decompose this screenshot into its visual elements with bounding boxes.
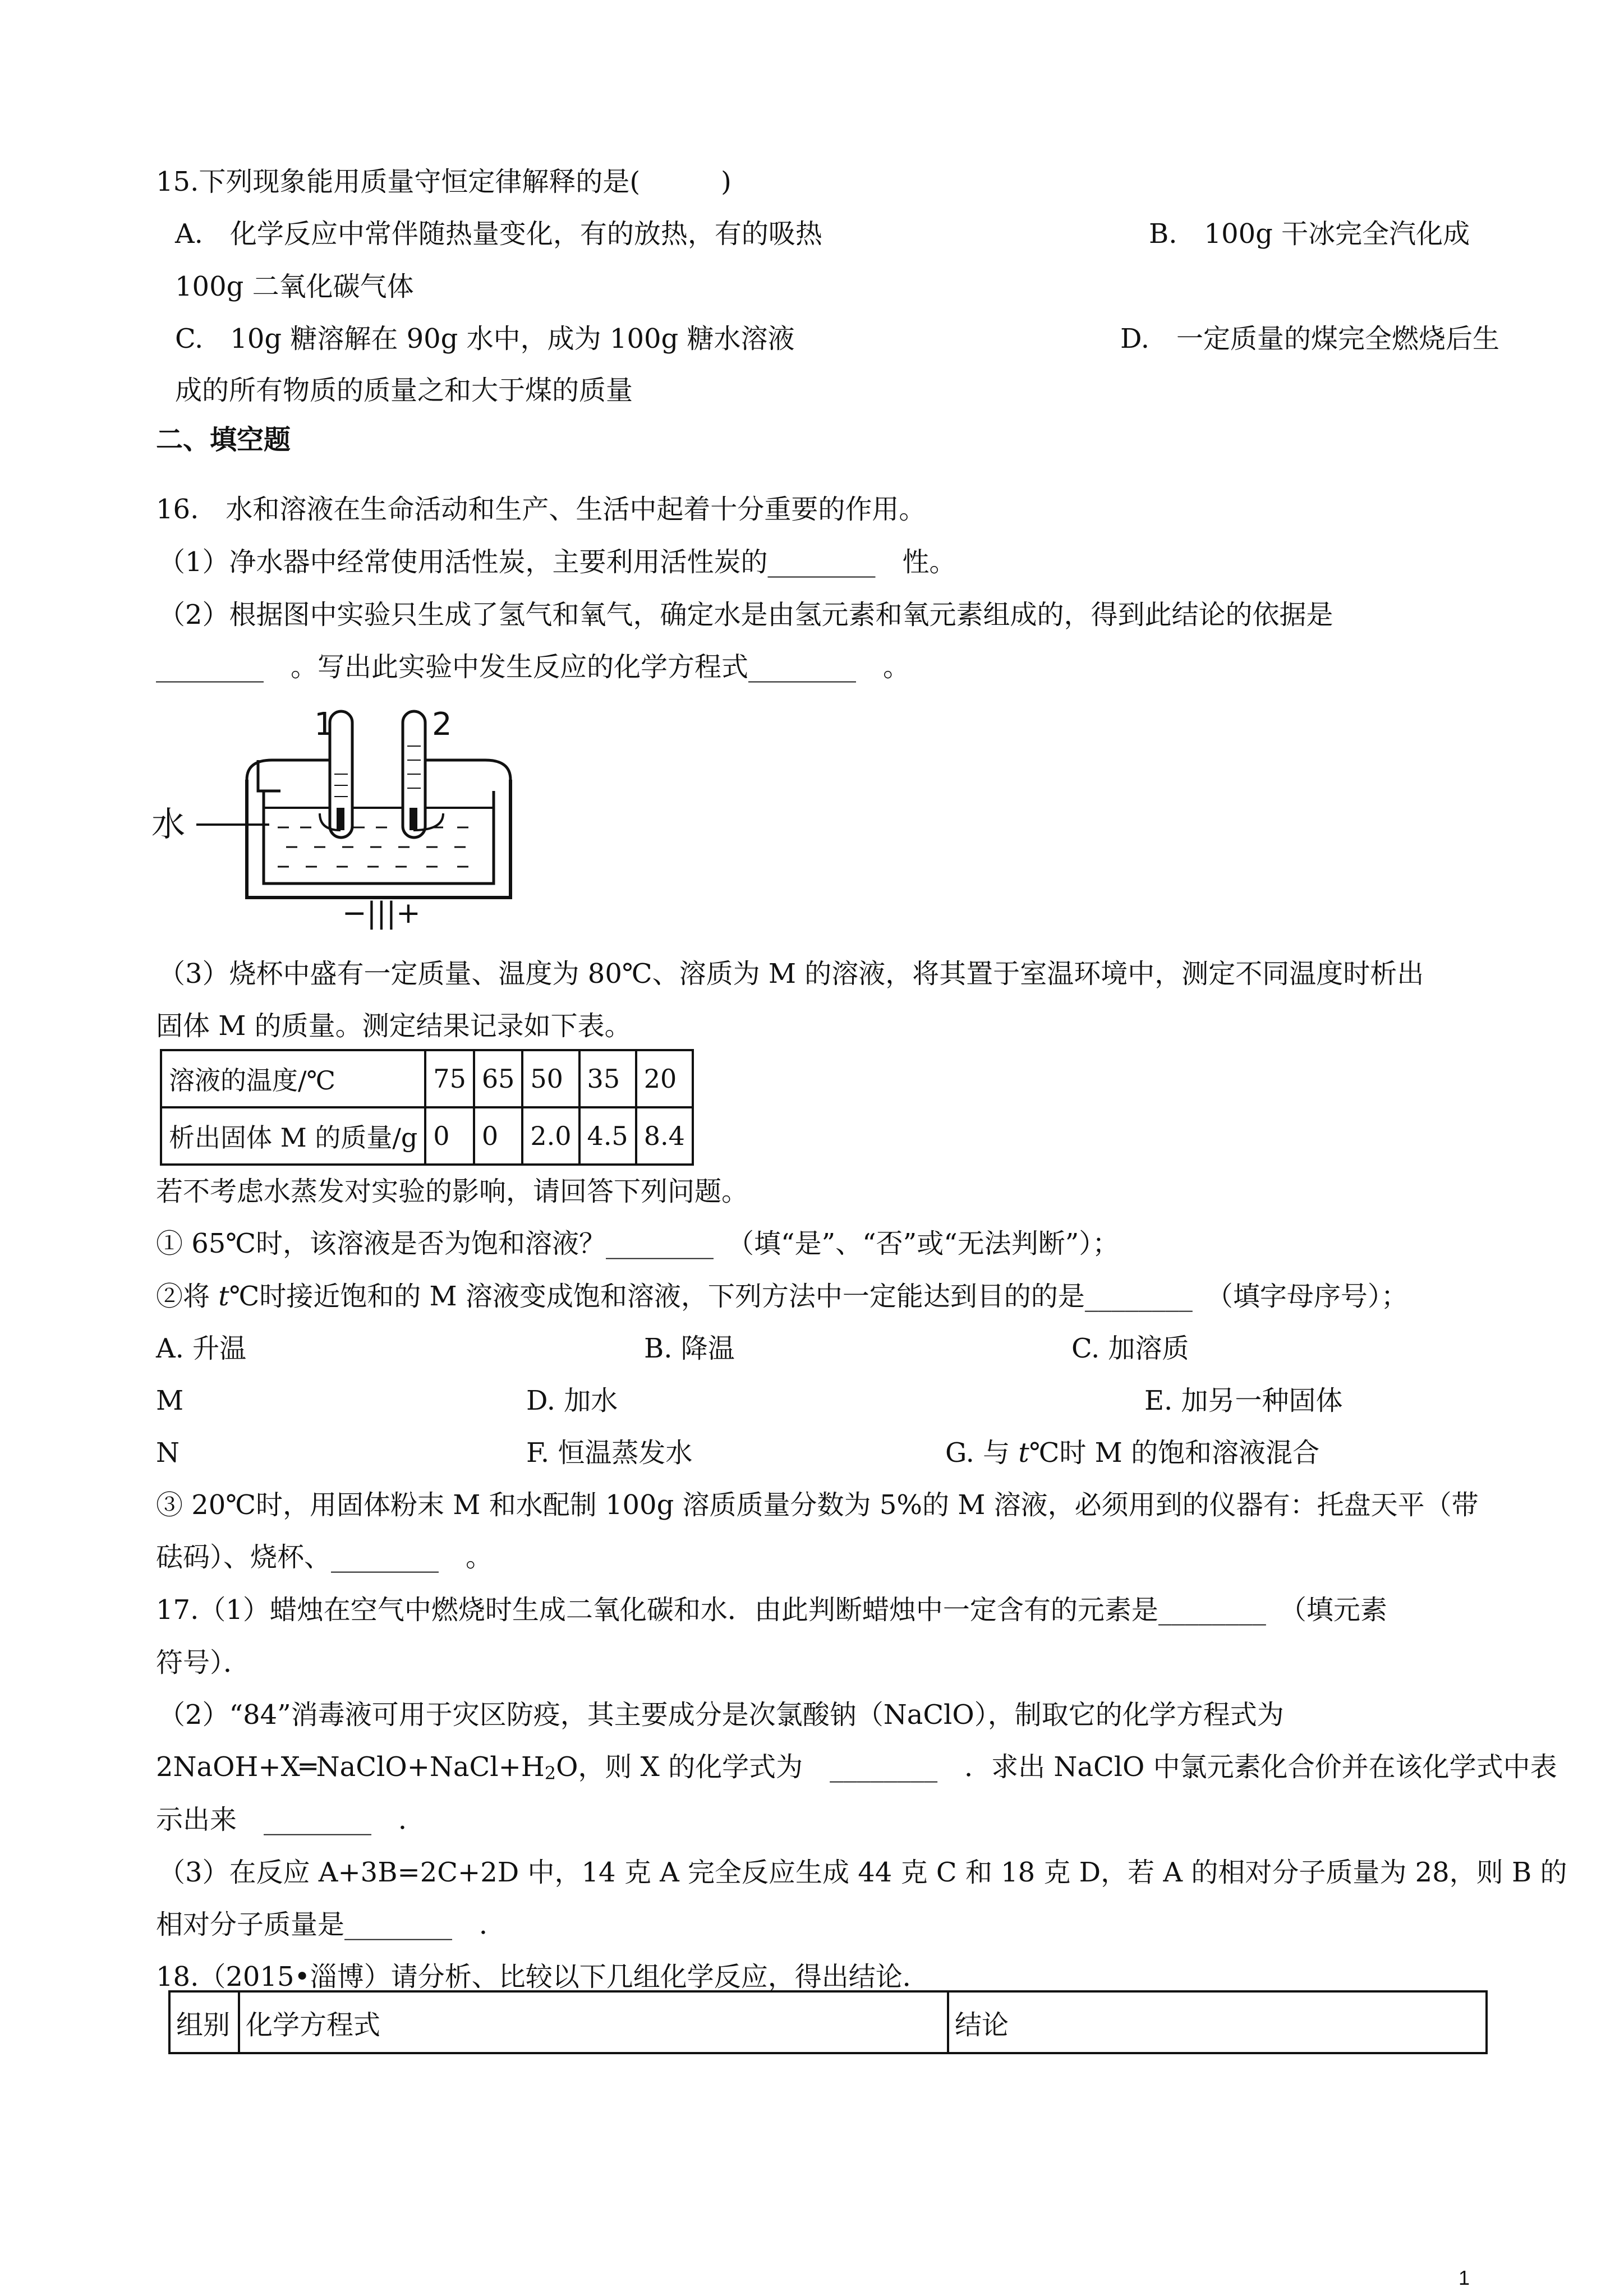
equation-prefix: 2NaOH+X═NaClO+NaCl+H [156, 1751, 545, 1783]
t-variable: t [1018, 1437, 1029, 1469]
q17-part3: （3）在反应 A+3B=2C+2D 中，14 克 A 完全反应生成 44 克 C 和 18 克 D，若 A 的相对分子质量为 28，则 B 的 [158, 1857, 1567, 1888]
q16-note: 若不考虑水蒸发对实验的影响，请回答下列问题。 [156, 1176, 749, 1207]
page-number: 1 [1459, 2266, 1470, 2289]
q16-stem: 16. 水和溶液在生命活动和生产、生活中起着十分重要的作用。 [156, 494, 926, 525]
q16-part2: （2）根据图中实验只生成了氢气和氧气，确定水是由氢元素和氧元素组成的，得到此结论的依据是 [158, 599, 1333, 631]
q17-part2-continued: 示出来 ________ ． [156, 1804, 426, 1835]
q16-part3-continued: 固体 M 的质量。测定结果记录如下表。 [156, 1010, 632, 1042]
option-f: F. 恒温蒸发水 [526, 1437, 693, 1469]
t-variable: t [218, 1281, 229, 1312]
table-cell: 35 [579, 1050, 636, 1107]
option-b: B. 降温 [644, 1333, 735, 1364]
q15-stem: 15.下列现象能用质量守恒定律解释的是( ) [156, 166, 732, 197]
table-cell: 0 [474, 1107, 523, 1165]
q16-s2-suffix: ℃时接近饱和的 M 溶液变成饱和溶液，下列方法中一定能达到目的的是________ （填字母序号）； [229, 1281, 1408, 1312]
table-cell: 75 [425, 1050, 474, 1107]
q16-part1: （1）净水器中经常使用活性炭，主要利用活性炭的________ 性。 [158, 546, 956, 578]
option-c: C. 加溶质 [1071, 1333, 1189, 1364]
table-cell: 65 [474, 1050, 523, 1107]
electrolysis-apparatus-figure [151, 696, 533, 937]
section-heading: 二、填空题 [156, 424, 291, 455]
option-d: D. 加水 [526, 1385, 618, 1416]
q16-subquestion-2 [156, 1283, 1408, 1310]
q16-subquestion-3: ③ 20℃时，用固体粉末 M 和水配制 100g 溶质质量分数为 5%的 M 溶液，必须用到的仪器有：托盘天平（带 [156, 1489, 1479, 1521]
q16-s2-prefix: ②将 [156, 1281, 219, 1312]
q17-part1: 17.（1）蜡烛在空气中燃烧时生成二氧化碳和水．由此判断蜡烛中一定含有的元素是________ （填元素 [156, 1594, 1387, 1626]
q15-option-b-continued: 100g 二氧化碳气体 [175, 271, 414, 302]
table-cell: 8.4 [636, 1107, 693, 1165]
header-equation: 化学方程式 [239, 1991, 948, 2053]
q17-part3-continued: 相对分子质量是________ ． [156, 1909, 507, 1940]
q15-option-d-continued: 成的所有物质的质量之和大于煤的质量 [175, 375, 633, 406]
q15-option-b: B. 100g 干冰完全汽化成 [1149, 218, 1470, 250]
q18-stem: 18.（2015•淄博）请分析、比较以下几组化学反应，得出结论． [156, 1961, 930, 1993]
tube-1-label: 1 [314, 706, 334, 743]
q16-part2-continued: ________ 。写出此实验中发生反应的化学方程式________ 。 [156, 651, 910, 683]
option-e: E. 加另一种固体 [1144, 1385, 1343, 1416]
table-row [161, 1050, 693, 1107]
header-group: 组别 [169, 1991, 239, 2053]
tube-2-label: 2 [432, 706, 452, 743]
table-cell: 2.0 [522, 1107, 579, 1165]
table-header-row [169, 1991, 1487, 2053]
subscript: 2 [544, 1763, 556, 1784]
option-c-continued: M [156, 1385, 184, 1416]
water-label: 水 [151, 805, 185, 844]
header-conclusion: 结论 [948, 1991, 1487, 2053]
option-g-suffix: ℃时 M 的饱和溶液混合 [1029, 1437, 1320, 1469]
reaction-comparison-table [168, 1990, 1488, 2054]
table-row [161, 1107, 693, 1165]
temperature-mass-table [160, 1049, 694, 1166]
option-e-continued: N [156, 1437, 180, 1469]
option-g [945, 1437, 1320, 1469]
q16-part3: （3）烧杯中盛有一定质量、温度为 80℃、溶质为 M 的溶液，将其置于室温环境中，测定不同温度时析出 [158, 958, 1424, 990]
table-cell: 4.5 [579, 1107, 636, 1165]
q15-option-d: D. 一定质量的煤完全燃烧后生 [1120, 323, 1500, 355]
q17-part2-equation [156, 1751, 1557, 1784]
q17-part1-continued: 符号）． [156, 1647, 251, 1678]
q15-option-c: C. 10g 糖溶解在 90g 水中，成为 100g 糖水溶液 [175, 323, 795, 355]
q16-subquestion-3-continued: 砝码）、烧杯、________ 。 [156, 1542, 493, 1573]
table-cell: 50 [522, 1050, 579, 1107]
q15-option-a: A. 化学反应中常伴随热量变化，有的放热，有的吸热 [175, 218, 822, 250]
q17-part2: （2）“84”消毒液可用于灾区防疫，其主要成分是次氯酸钠（NaClO），制取它的化学方程式为 [158, 1699, 1284, 1731]
option-g-prefix: G. 与 [945, 1437, 1019, 1469]
table-row-label: 溶液的温度/℃ [161, 1050, 425, 1107]
q16-subquestion-1: ① 65℃时，该溶液是否为饱和溶液？________ （填“是”、“否”或“无法判断”）； [156, 1228, 1120, 1259]
battery-label: −|||+ [342, 896, 421, 930]
table-row-label: 析出固体 M 的质量/g [161, 1107, 425, 1165]
equation-suffix: O，则 X 的化学式为 ________ ．求出 NaClO 中氯元素化合价并在该化学式中表 [556, 1751, 1557, 1783]
table-cell: 0 [425, 1107, 474, 1165]
option-a: A. 升温 [156, 1333, 247, 1364]
table-cell: 20 [636, 1050, 693, 1107]
